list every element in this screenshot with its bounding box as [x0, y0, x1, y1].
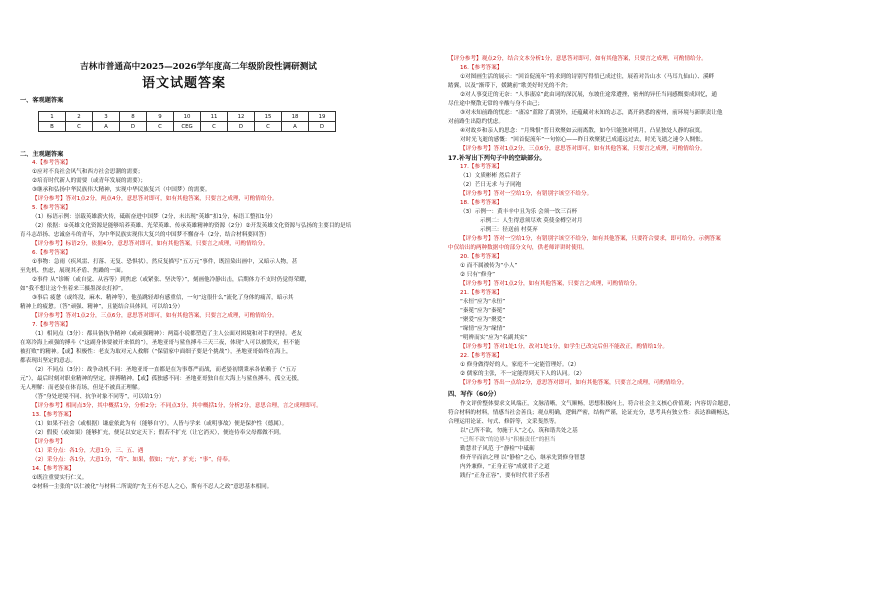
question-number-cell: 12 — [228, 112, 255, 122]
answer-note-line: 【评分参考】观点2分，结合文本分析1分，意思答对即可，如有其他答案，只要言之成理，可酌情给分。 — [448, 56, 707, 62]
answer-text-line: “缘情”应为“缘情” — [460, 326, 506, 332]
answer-note-line: （2）采分点：各1分，大意1分，“苟”、如果，假如；“充”，扩充；“事”，侍奉。 — [32, 457, 234, 463]
answer-cell: A — [282, 122, 309, 132]
answer-text-line: （3）示例一：黄丰辛中且为乐 会须一饮三百杯 — [460, 209, 578, 215]
answer-text-line: 育斗志昂扬、忠诚奋斗的青年，为中华民族实现伟大复兴的中国梦不懈奋斗（2分，结合材料要回答） — [20, 232, 270, 238]
answer-note-line: 【评分参考】标语2分，依据4分，意思答对即可，如有其他答案，只要言之成理，可酌情给分。 — [32, 241, 269, 247]
answer-text-line: ①对图画生活的展示：“回首促流年”将求到的诗别写得悟已成过往，展着对告山水（马耳九仙山）、溪畔 — [460, 74, 715, 80]
section-heading: 二、主观题答案 — [20, 151, 64, 158]
document-title: 吉林市普通高中2025—2026学年度高二年级阶段性调研测试 — [80, 62, 317, 72]
answer-text-line: 在寒冷海上顽强的搏斗（“这副身体要被开来似的”），圣地亚哥与鲨鱼搏斗三天三夜，体现“人可以被毁灭，但不能 — [20, 340, 300, 346]
question-number-cell: 19 — [309, 112, 336, 122]
answer-text-line: 修齐平而治之理 以“静检”之心，继承先贤修身智慧 — [460, 455, 586, 461]
answer-text-line: ①应对不良社会风气和西方社会思潮的需要； — [32, 169, 144, 175]
answer-text-line: “聚爱”应为“聚爱” — [460, 317, 506, 323]
section-heading: 17.补写出下列句子中的空缺部分。 — [448, 155, 546, 162]
answer-text-line: 都表现出坚定的意志。 — [20, 358, 76, 364]
answer-text-line: 至先机、焦虑，展现其矛盾、焦躁的一面。 — [20, 268, 127, 274]
answer-text-line: ①既注重要实行仁义。 — [32, 475, 88, 481]
answer-text-line: ③事后 疲惫（或终没、麻木、精神等），他虽跳轻却有感重信，一句“这很什么”流化了身体的痛苦，暗示其 — [32, 295, 294, 301]
question-number-cell: 18 — [282, 112, 309, 122]
question-number-cell: 10 — [174, 112, 201, 122]
answer-note-line: （1）采分点：各1分，大意1分，三、五、遇 — [32, 448, 144, 454]
answer-text-line: 内外兼修，“正身正容”成就君子之道 — [460, 464, 550, 470]
answer-text-line: （2）不同点（3分）：战争动机不同：圣地亚哥一直都是在为事尊严而战，而老晏初期秉承各依赖于（“五万 — [32, 367, 297, 373]
question-number-cell: 11 — [201, 112, 228, 122]
answer-text-line: ②对人事变迁的无奈：“人事凄凉”此由词的深沉展，东坡仕途常遭挫，密州的异任当同感慨要成回忆，通 — [460, 92, 717, 98]
answer-note-line: 【评分参考】相同点3分，其中概括1分，分析2分；不同点3分，其中概括1分，分析2分，意思合理，言之成理即可。 — [32, 403, 322, 409]
answer-note-line: 【评分参考】答对1点2分，如有其他答案，只要言之成理，可酌情给分。 — [460, 281, 641, 287]
answer-cell: C — [201, 122, 228, 132]
answer-text-line: 勤慧君子风范 于“静检”中砥砺 — [460, 446, 535, 452]
answer-note-line: 18.【参考答案】 — [460, 200, 503, 206]
answer-text-line: ② 只有“修身” — [460, 272, 495, 278]
answer-note-line: 7.【参考答案】 — [32, 322, 71, 328]
answer-note-line: 17.【参考答案】 — [460, 164, 503, 170]
answer-text-line: 对时光飞逝的感慨：“回首促流年”一句惊心——昨日欢聚犹已成遥远过去，时光飞逝之速令人惆怅。 — [460, 137, 707, 143]
question-number-row — [39, 112, 336, 122]
answer-text-line: （1）文质彬彬 然后君子 — [460, 173, 522, 179]
answer-text-line: （2）假使（或如果）能够扩充，便足以安定天下；假若不扩充（让它消灭），便连侍奉父母都做不到。 — [32, 430, 285, 436]
answer-note-line: 【评分参考】答对1点2分，两点4分，意思答对即可，如有其他答案，只要言之成理，可酌情给分。 — [32, 196, 278, 202]
answer-note-line: 【评分参考】答对一空给1分，有错别字该空不给分，如有其他答案，只要符合要求，即可给分。示例答案 — [460, 236, 721, 242]
answer-text-line: （1）相同点（3分）：都具备执争精神（或顽强精神）：两篇小说都塑造了主人公面对困境和对手的坚持。老友 — [32, 331, 303, 337]
answer-text-line: 元”），最后时刻对职业精神的坚定，拼搏精神。【或】孤独感不同：圣地亚哥独自在大海上与鲨鱼搏斗，孤立无援， — [20, 376, 303, 382]
answer-cell: C — [255, 122, 282, 132]
answer-text-line: ①事物：急雨（疾风雷、打落、无复、恐惧状），然反复描写“五万元”事件，既渲染出画中，又暗示人物，甚 — [32, 259, 298, 265]
section-heading: 一、客观题答案 — [20, 97, 64, 104]
question-number-cell: 3 — [93, 112, 120, 122]
answer-note-line: 【评分参考】答对1点2分，三点6分，意思答对即可，如有其他答案，只要言之成理，可酌情给分。 — [32, 313, 278, 319]
question-number-cell: 9 — [147, 112, 174, 122]
answer-text-line: “永恒”应为“永恒” — [460, 299, 506, 305]
answer-text-line: 精神上的疲惫。（答“顽强、精神”，且能结合具体回，可以给1分） — [20, 304, 184, 310]
answer-note-line: 16.【参考答案】 — [460, 65, 503, 71]
answer-note-line: 【评分参考】 — [32, 439, 66, 445]
objective-answer-table — [38, 111, 336, 132]
answer-note-line: 13.【参考答案】 — [32, 412, 75, 418]
answer-note-line: 【评分参考】答对一空给1分，有错别字该空不给分。 — [460, 191, 593, 197]
answer-text-line: ④对故乡和亲人的思念：“月殊恨”普日欢聚如云雨离散，如今只能独对明月，凸显独处人静的寂寞。 — [460, 128, 706, 134]
answer-cell: D — [228, 122, 255, 132]
answer-text-line: ③对未知前路的忧虑：“凄凉”蓝除了离别外，还蕴藏对未知的忐忑，离开熟悉的密州，前环境与新职责让他 — [460, 110, 723, 116]
answer-note-line: 【评分参考】答对1处1分，改对1处1分，如学生已改完后但不能改正，酌情给1分。 — [460, 344, 668, 350]
section-heading: 四、写作（60分） — [448, 391, 500, 398]
answer-text-line: 示例三：径送前 村莫弃 — [480, 227, 538, 233]
answer-note-line: 22.【参考答案】 — [460, 353, 503, 359]
answer-text-line: ① 修身做得好的人，家庭不一定能管理好。（2） — [460, 362, 580, 368]
answer-text-line: 作文评价整体要求文风端正，文脉清晰，文气顺畅，思想积极向上，符合社会主义核心价值观；内容切合题意， — [460, 401, 735, 407]
answer-cell: C — [147, 122, 174, 132]
answer-text-line: ③继承和弘扬中华民族伟大精神，实现中华民族复兴（中国梦）的需要。 — [32, 187, 211, 193]
answer-text-line: 示例二：人生得意须尽欢 莫使金樽空对月 — [480, 218, 583, 224]
answer-cell: D — [309, 122, 336, 132]
answer-note-line: 【评分参考】答对1点2分，三点6分，意思答对即可，如有其他答案，只要言之成理，可酌情给分。 — [460, 146, 706, 152]
answer-text-line: 以“己所不欲，勿施于人”之心，筑和谐共处之基 — [460, 428, 578, 434]
answer-text-line: （1）标语示例：崇载英雄薪火传，砥砺奋进中国梦（2分，未出现“英雄”扣1分，标语工整扣1分） — [32, 214, 276, 220]
answer-row — [39, 122, 336, 132]
question-number-cell: 8 — [120, 112, 147, 122]
answer-note-line: 6.【参考答案】 — [32, 250, 71, 256]
answer-text-line: 如“我不想让这个坐着来三摄墨深衣打掉”。 — [20, 286, 127, 292]
answer-text-line: 对前路生出隐约忧虑。 — [448, 119, 504, 125]
answer-text-line: 被打败”的精神。【或】积极性：老友为取对元人救解（“保留家中面细子要是个挑战”），圣地亚哥始终在海上， — [20, 349, 292, 355]
answer-cell: A — [93, 122, 120, 132]
answer-note-line: 20.【参考答案】 — [460, 254, 503, 260]
answer-cell: D — [120, 122, 147, 132]
answer-note-line: 【评分参考】答出一点给2分，意思答对即可，如有其他答案，只要言之成理，可酌情给分。 — [460, 380, 688, 386]
question-number-cell: 15 — [255, 112, 282, 122]
answer-note-line: 14.【参考答案】 — [32, 466, 75, 472]
answer-text-line: ②培育时代新人的需要（或青年发展的需要）； — [32, 178, 147, 184]
answer-cell: CEG — [174, 122, 201, 132]
document-subtitle: 语文试题答案 — [142, 76, 227, 91]
answer-text-line: （2）依据：①英雄文化资源是能够培养英雄、光荣英雄、传承英雄精神的资源（2分）②开发英雄文化资源与弘扬的主要目的是培 — [32, 223, 352, 229]
answer-text-line: （答“身处逆境不同、抗争对象不同等”，可以给1分） — [32, 394, 165, 400]
answer-text-line: “秦冕”应为“秦冕” — [460, 308, 506, 314]
answer-text-line: “明辨而实”应为“名副其实” — [460, 335, 528, 341]
answer-text-line: 践行“正身正容”，要有时代君子乐者 — [460, 473, 550, 479]
answer-text-line: （2）芒日无求 与子同袍 — [460, 182, 522, 188]
answer-text-line: （1）如果不社会（或根据）谦虚依此为有（能够自守），人皆与学来（或明事故）便是保护性（德属）。 — [32, 421, 288, 427]
answer-text-line: 无人理解：而老晏在体育场，但是不被真正理解。 — [20, 385, 144, 391]
answer-note-line: 21.【参考答案】 — [460, 290, 503, 296]
answer-text-line: ②材料一主张的“以仁被化”与材料二所说的“先王有不忍人之心，斯有不忍人之政”意思基本相同。 — [32, 484, 273, 490]
question-number-cell: 1 — [39, 112, 66, 122]
answer-text-line: “己所不欲”的边界与“积极责任”的担当 — [460, 437, 556, 443]
answer-text-line: 符合材料的材料，情感当社会善良；观点明确，逻辑严密，结构严谨，论证充分，思考具有独立性：表达准确畅达， — [448, 410, 734, 416]
answer-cell: C — [66, 122, 93, 132]
answer-note-line: 5.【参考答案】 — [32, 205, 71, 211]
answer-text-line: ② 儒家的主张，不一定能得到天下人的认同。（2） — [460, 371, 586, 377]
answer-text-line: 合理运用论证、句式、修辞等，文采斐然等。 — [448, 419, 560, 425]
question-number-cell: 2 — [66, 112, 93, 122]
answer-text-line: ②事件 从“诊断（或自觉、从容等）到焦虑（或紧张、坚决等）”，刻画他冷静出击，后期体力不支时仍觉得荣耀， — [32, 277, 311, 283]
answer-note-line: 4.【参考答案】 — [32, 160, 71, 166]
answer-text-line: 尽仕途中聚散无常的辛酸与身不由己； — [448, 101, 544, 107]
answer-cell: B — [39, 122, 66, 132]
answer-note-line: 中仅给出的两种数据中的部分文句，供老师评讲时使用。 — [448, 245, 588, 251]
answer-text-line: ① 而不属被传为“小人” — [460, 263, 518, 269]
answer-text-line: 踏翼，以及“渐带下，媛跳前”歌美好时光的不舍； — [448, 83, 572, 89]
